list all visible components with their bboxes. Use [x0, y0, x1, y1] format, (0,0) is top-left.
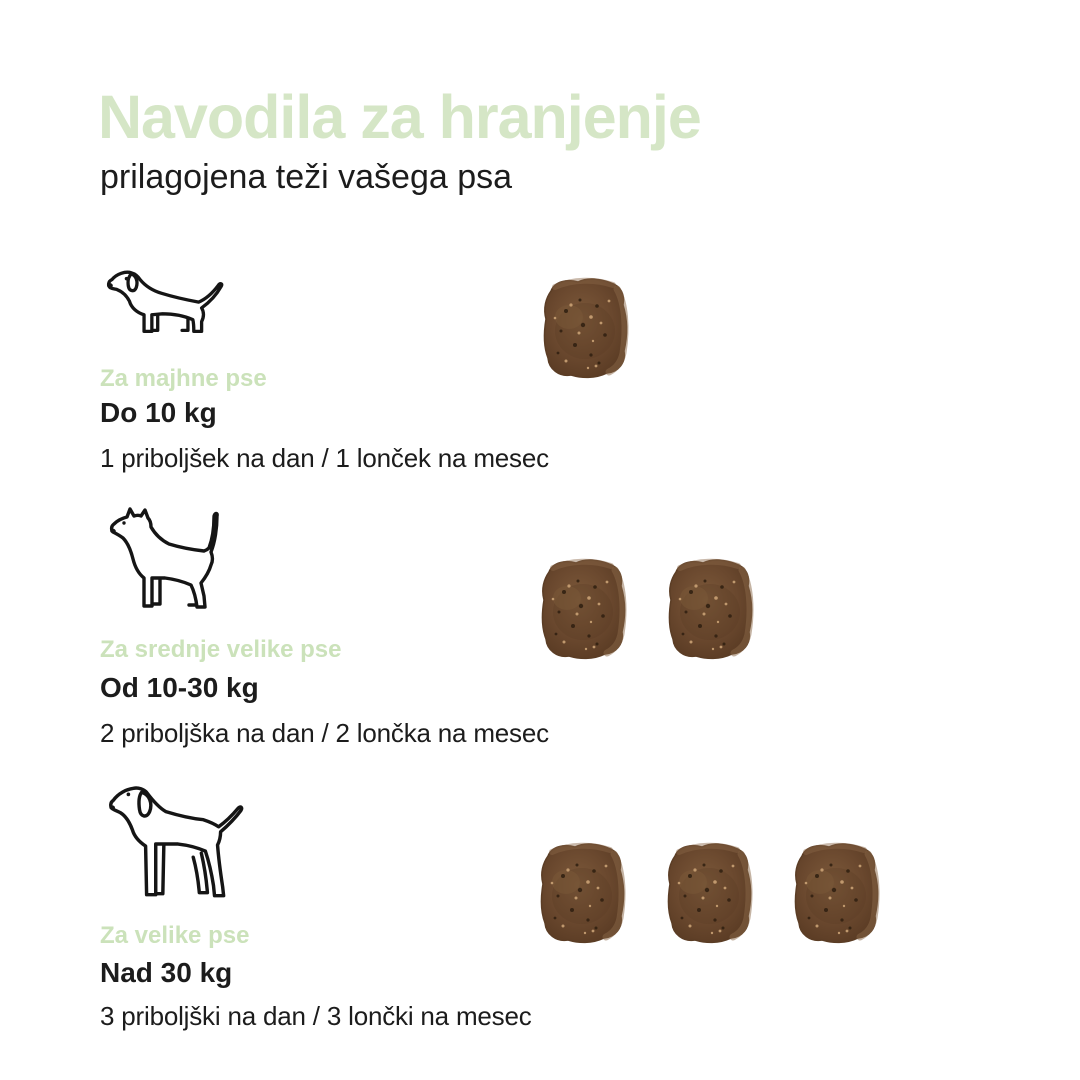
kibble-treat-image: [531, 553, 631, 665]
kibble-treat-image: [784, 837, 884, 949]
section-label-small: Za majhne pse: [100, 365, 267, 392]
kibble-treat-image: [533, 272, 633, 384]
page-title: Navodila za hranjenje: [98, 83, 701, 151]
section-label-medium: Za srednje velike pse: [100, 636, 342, 663]
kibble-treat-image: [530, 837, 630, 949]
treat-row-small: [533, 272, 633, 384]
section-weight-small: Do 10 kg: [100, 397, 217, 428]
treat-row-medium: [531, 553, 758, 665]
kibble-treat-image: [658, 553, 758, 665]
medium-dog-icon: [100, 505, 230, 619]
page-subtitle: prilagojena teži vašega psa: [100, 158, 513, 196]
kibble-treat-image: [657, 837, 757, 949]
section-label-large: Za velike pse: [100, 922, 250, 949]
section-weight-large: Nad 30 kg: [100, 957, 233, 988]
large-dog-icon: [100, 780, 252, 904]
treat-row-large: [530, 837, 884, 949]
section-dosage-large: 3 priboljški na dan / 3 lončki na mesec: [100, 1001, 532, 1031]
section-dosage-small: 1 priboljšek na dan / 1 lonček na mesec: [100, 443, 549, 473]
section-weight-medium: Od 10-30 kg: [100, 672, 259, 703]
dachshund-icon: [100, 266, 232, 346]
section-dosage-medium: 2 priboljška na dan / 2 lončka na mesec: [100, 718, 549, 748]
